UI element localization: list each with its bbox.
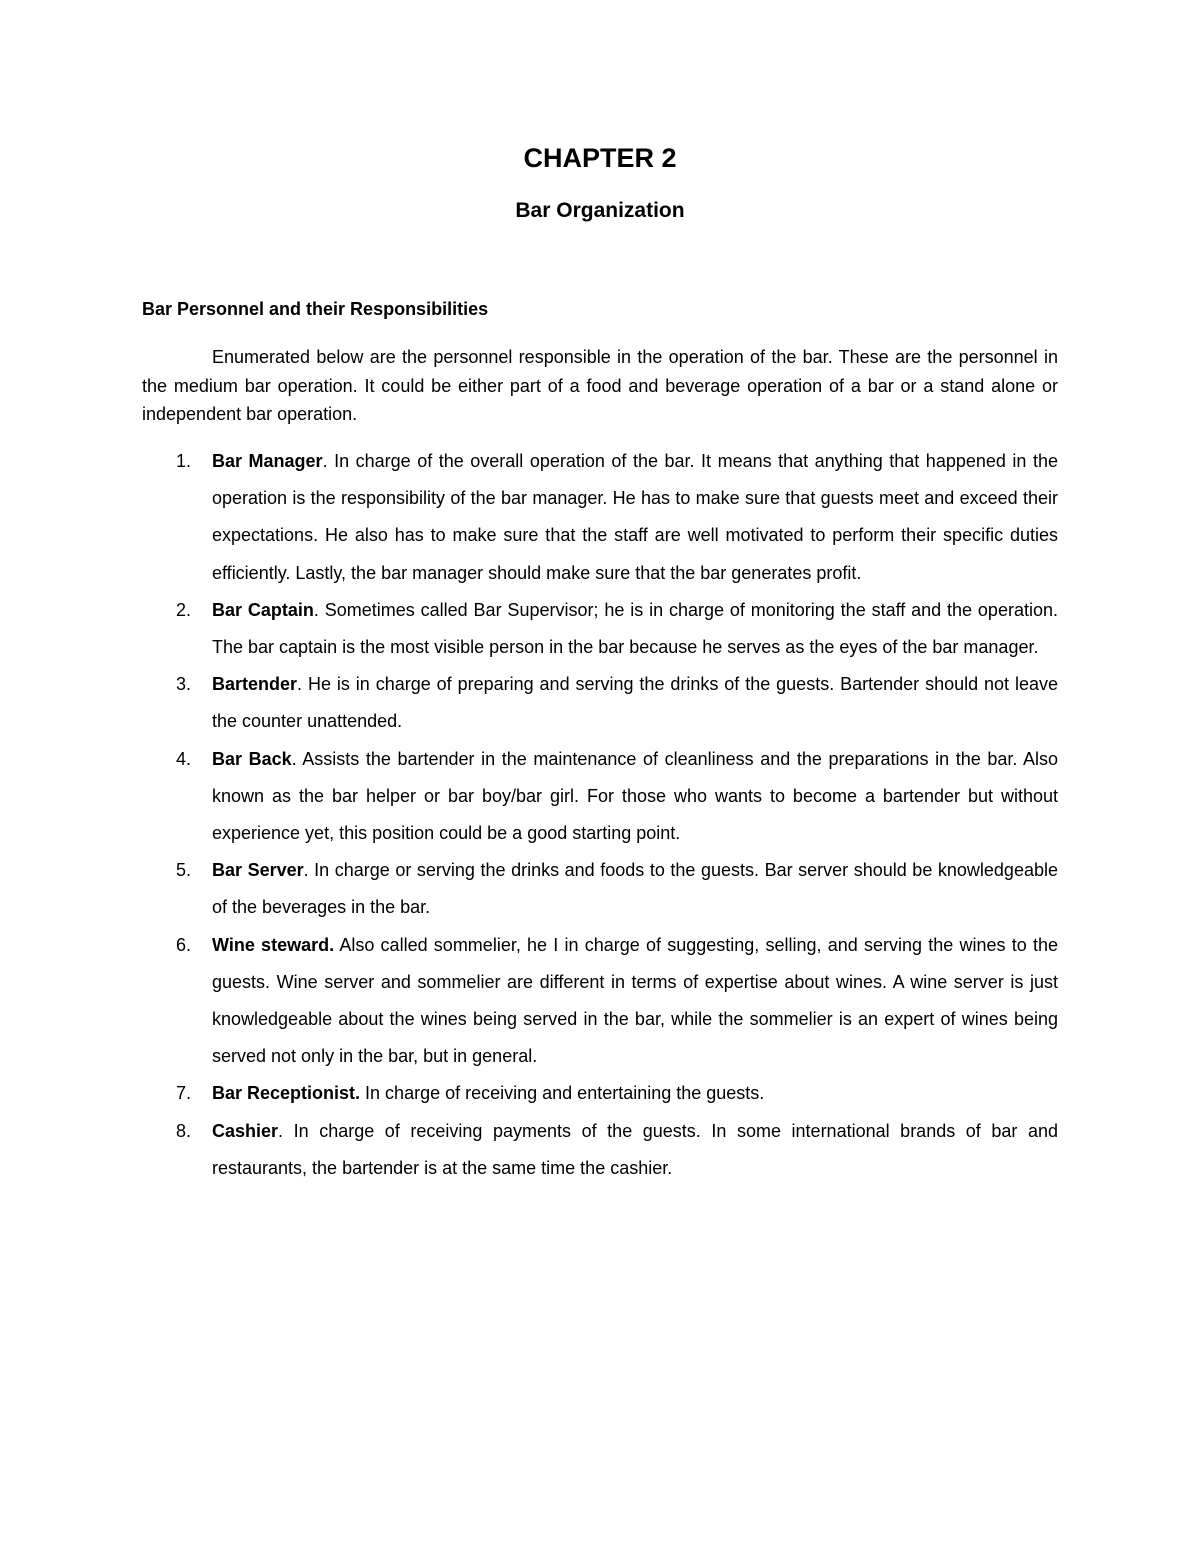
list-item — [142, 741, 1058, 853]
list-item — [142, 1075, 1058, 1112]
list-item-number: 3. — [176, 674, 192, 695]
list-item-term: Bar Manager — [212, 451, 323, 471]
list-item-number: 6. — [176, 934, 192, 955]
list-item-text: . Sometimes called Bar Supervisor; he is in charge of monitoring the staff and the operation. The bar captain is the most visible person in the bar because he serves as the eyes of the bar manager. — [212, 599, 1058, 658]
list-item-text: Also called sommelier, he I in charge of suggesting, selling, and serving the wines to the guests. Wine server and sommelier are different in terms of expertise about wines. A wine server is just knowledgeable about the wines being served in the bar, while the sommelier is an expert of wines being served not only in the bar, but in general. — [212, 934, 1058, 1067]
list-item — [142, 927, 1058, 1076]
intro-paragraph: Enumerated below are the personnel responsible in the operation of the bar. These are the personnel in the medium bar operation. It could be either part of a food and beverage operation of a bar or a stand alone or independent bar operation. — [142, 347, 1058, 424]
list-item — [142, 443, 1058, 592]
list-item — [142, 592, 1058, 666]
list-item-term: Bar Captain — [212, 599, 314, 620]
list-item-text: . In charge of receiving payments of the guests. In some international brands of bar and restaurants, the bartender is at the same time the cashier. — [212, 1120, 1058, 1178]
list-item-term: Bar Back — [212, 748, 292, 769]
list-item-text: . He is in charge of preparing and serving the drinks of the guests. Bartender should not leave the counter unattended. — [212, 674, 1058, 732]
list-item-number: 7. — [176, 1083, 192, 1104]
list-item — [142, 852, 1058, 926]
chapter-subtitle: Bar Organization — [515, 199, 685, 222]
list-item-term: Bar Server — [212, 860, 304, 881]
list-item-term: Cashier — [212, 1120, 279, 1141]
list-item-term: Bartender — [212, 674, 298, 695]
personnel-list — [142, 443, 1058, 1187]
list-item-number: 8. — [176, 1120, 192, 1141]
list-item-text: . Assists the bartender in the maintenance of cleanliness and the preparations in the bar. Also known as the bar helper or bar boy/bar girl. For those who wants to become a bartender but without experience yet, this position could be a good starting point. — [212, 748, 1058, 844]
list-item-number: 1. — [176, 451, 192, 471]
list-item — [142, 1113, 1058, 1187]
list-item-term: Bar Receptionist. — [212, 1083, 361, 1104]
list-item-number: 4. — [176, 748, 192, 769]
list-item-text: In charge of receiving and entertaining the guests. — [360, 1083, 765, 1104]
list-item-number: 5. — [176, 860, 192, 881]
section-heading: Bar Personnel and their Responsibilities — [142, 299, 489, 319]
list-item-text: . In charge of the overall operation of the bar. It means that anything that happened in the operation is the responsibility of the bar manager. He has to make sure that guests meet and exceed their expectations. He also has to make sure that the staff are well motivated to perform their specific duties efficiently. Lastly, the bar manager should make sure that the bar generates profit. — [212, 451, 1058, 583]
list-item-term: Wine steward. — [212, 934, 335, 955]
list-item-number: 2. — [176, 599, 192, 620]
list-item-text: . In charge or serving the drinks and foods to the guests. Bar server should be knowledgeable of the beverages in the bar. — [212, 860, 1058, 918]
chapter-title: CHAPTER 2 — [523, 143, 677, 173]
list-item — [142, 666, 1058, 740]
